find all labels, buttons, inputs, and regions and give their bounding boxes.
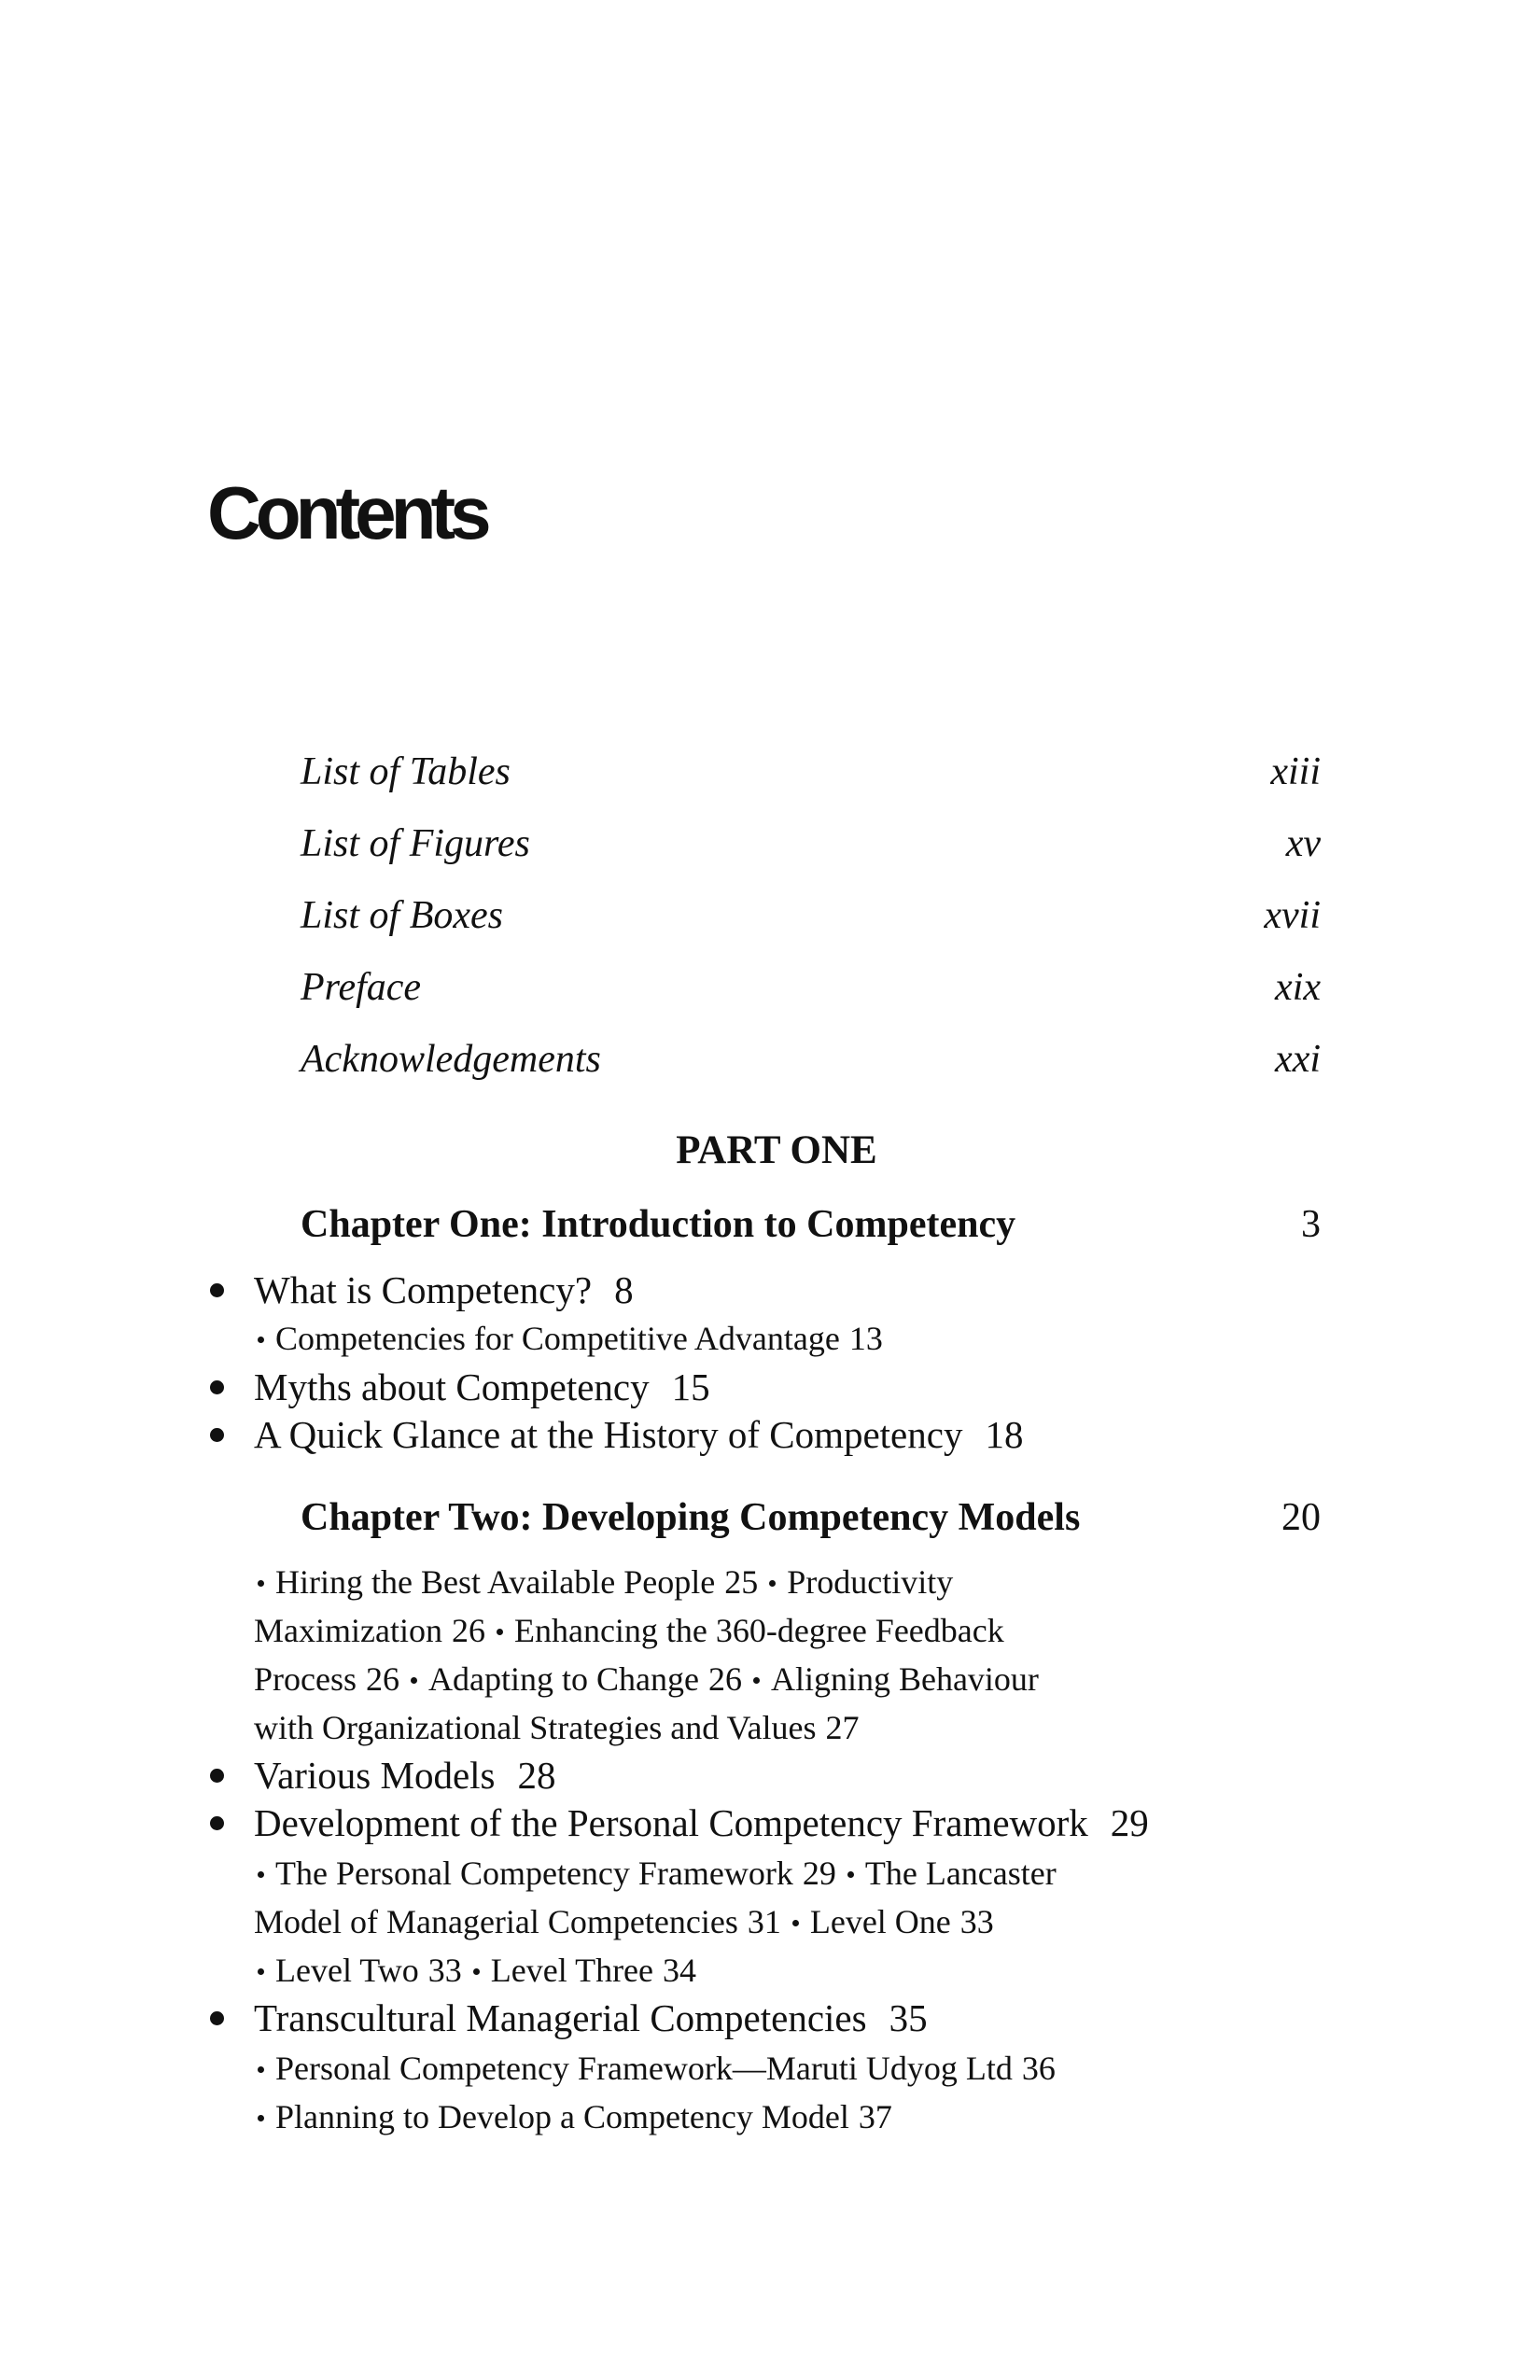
sub-entry-text[interactable]: Aligning Behaviour xyxy=(770,1660,1039,1698)
part-heading xyxy=(0,1123,1540,1179)
bullet-icon xyxy=(258,2066,264,2073)
chapter-title: Chapter One: Introduction to Competency xyxy=(301,1203,1016,1246)
bullet-icon xyxy=(210,1816,224,1830)
toc-entry-label: List of Figures xyxy=(301,822,530,865)
bullet-icon xyxy=(258,1580,264,1587)
toc-entry-label: List of Boxes xyxy=(301,894,503,937)
bullet-icon xyxy=(258,1871,264,1878)
sub-entry-line xyxy=(254,1703,867,1752)
toc-entry-page: xxi xyxy=(1275,1038,1321,1081)
sub-entry-text[interactable]: Process xyxy=(254,1660,357,1698)
part-heading-text: PART ONE xyxy=(676,1128,877,1172)
toc-entry-list-of-boxes[interactable] xyxy=(301,888,1321,944)
sub-entry-page: 36 xyxy=(1021,2050,1056,2087)
page-title: Contents xyxy=(207,471,486,554)
sub-entry-text[interactable]: The Personal Competency Framework xyxy=(275,1855,793,1892)
chapter-page: 3 xyxy=(1301,1203,1321,1246)
bullet-icon xyxy=(753,1677,760,1684)
sub-entry-page: 26 xyxy=(707,1660,742,1698)
entry-page: 35 xyxy=(889,1996,928,2039)
sub-entry-text[interactable]: Hiring the Best Available People xyxy=(275,1563,716,1601)
sub-entry-page: 13 xyxy=(848,1320,883,1357)
bullet-icon xyxy=(210,1283,224,1297)
sub-entry-line xyxy=(254,1314,890,1363)
sub-entry-text[interactable]: Competencies for Competitive Advantage xyxy=(275,1320,840,1357)
entry-text: What is Competency? xyxy=(254,1268,593,1311)
entry-page: 8 xyxy=(614,1268,634,1311)
sub-entry-text[interactable]: with Organizational Strategies and Values xyxy=(254,1709,817,1746)
toc-entry-acknowledgements[interactable] xyxy=(301,1031,1321,1087)
sub-entry-text[interactable]: Planning to Develop a Competency Model xyxy=(275,2098,849,2135)
bullet-icon xyxy=(769,1580,776,1587)
sub-entry-text[interactable]: Enhancing the 360-degree Feedback xyxy=(513,1612,1004,1649)
bullet-icon xyxy=(210,1428,224,1442)
entry-page: 29 xyxy=(1110,1801,1149,1844)
sub-entry-page: 29 xyxy=(802,1855,836,1892)
toc-entry-page: xv xyxy=(1285,822,1321,865)
entry-text: Various Models xyxy=(254,1754,496,1797)
toc-entry-label: List of Tables xyxy=(301,750,511,793)
sub-entry-text[interactable]: The Lancaster xyxy=(864,1855,1057,1892)
entry-page: 18 xyxy=(985,1413,1024,1456)
bullet-icon xyxy=(258,2115,264,2121)
bullet-icon xyxy=(210,1380,224,1394)
entry-text: A Quick Glance at the History of Competency xyxy=(254,1413,963,1456)
bullet-icon xyxy=(210,1769,224,1783)
entry-text: Transcultural Managerial Competencies xyxy=(254,1996,867,2039)
sub-entry-line xyxy=(254,1606,1004,1655)
sub-entry-page: 26 xyxy=(366,1660,399,1698)
entry-page: 28 xyxy=(517,1754,556,1797)
sub-entry-line xyxy=(254,1849,1057,1897)
sub-entry-text[interactable]: Maximization xyxy=(254,1612,442,1649)
bullet-icon xyxy=(210,2011,224,2025)
bullet-icon xyxy=(847,1871,854,1878)
sub-entry-page: 31 xyxy=(747,1903,781,1940)
chapter-two-heading[interactable] xyxy=(301,1488,1321,1547)
bullet-icon xyxy=(258,1968,264,1975)
toc-entry-page: xix xyxy=(1275,966,1321,1009)
bullet-icon xyxy=(473,1968,480,1975)
toc-entry-label: Acknowledgements xyxy=(301,1038,601,1081)
sub-entry-line xyxy=(254,2044,1063,2093)
toc-entry-preface[interactable] xyxy=(301,959,1321,1015)
toc-entry-list-of-figures[interactable] xyxy=(301,816,1321,872)
sub-entry-page: 33 xyxy=(959,1903,994,1940)
toc-entry-page: xvii xyxy=(1264,894,1321,937)
sub-entry-line xyxy=(254,1946,704,1995)
sub-entry-text[interactable]: Adapting to Change xyxy=(428,1660,699,1698)
bullet-icon xyxy=(497,1629,503,1635)
sub-entry-page: 25 xyxy=(724,1563,759,1601)
sub-entry-text[interactable]: Productivity xyxy=(787,1563,954,1601)
sub-entry-page: 33 xyxy=(427,1952,462,1989)
sub-entry-text[interactable]: Model of Managerial Competencies xyxy=(254,1903,738,1940)
entry-text: Myths about Competency xyxy=(254,1365,650,1408)
chapter-one-heading[interactable] xyxy=(301,1195,1321,1254)
sub-entry-page: 27 xyxy=(825,1709,860,1746)
sub-entry-line xyxy=(254,1655,1039,1703)
bullet-icon xyxy=(792,1920,799,1926)
sub-entry-line xyxy=(254,1558,953,1606)
sub-entry-text[interactable]: Personal Competency Framework—Maruti Udyog Ltd xyxy=(275,2050,1013,2087)
bullet-icon xyxy=(258,1337,264,1343)
toc-entry-page: xiii xyxy=(1270,750,1321,793)
sub-entry-line xyxy=(254,1897,1001,1946)
sub-entry-text[interactable]: Level Two xyxy=(275,1952,419,1989)
entry-text: Development of the Personal Competency Framework xyxy=(254,1801,1088,1844)
entry-page: 15 xyxy=(671,1365,710,1408)
sub-entry-page: 34 xyxy=(663,1952,697,1989)
bullet-icon xyxy=(411,1677,417,1684)
sub-entry-line xyxy=(254,2093,900,2141)
chapter-page: 20 xyxy=(1281,1496,1321,1539)
sub-entry-text[interactable]: Level One xyxy=(809,1903,951,1940)
chapter-title: Chapter Two: Developing Competency Models xyxy=(301,1496,1081,1539)
sub-entry-page: 37 xyxy=(858,2098,892,2135)
sub-entry-page: 26 xyxy=(451,1612,485,1649)
toc-entry-label: Preface xyxy=(301,966,422,1009)
toc-entry-list-of-tables[interactable] xyxy=(301,744,1321,800)
sub-entry-text[interactable]: Level Three xyxy=(490,1952,654,1989)
